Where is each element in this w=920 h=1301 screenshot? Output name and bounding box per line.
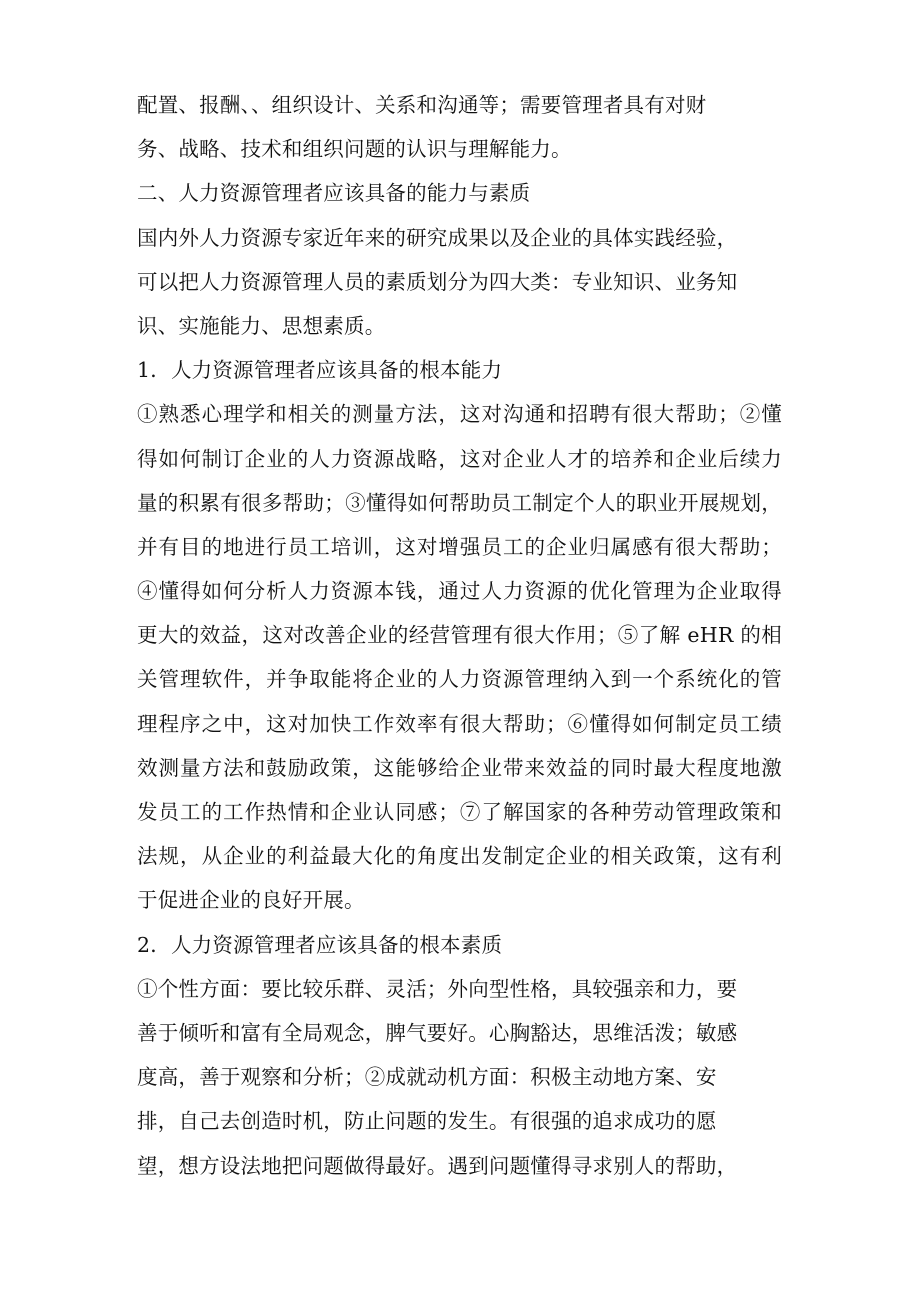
text-line: 发员工的工作热情和企业认同感；⑦了解国家的各种劳动管理政策和 [137,800,782,824]
text-line: 并有目的地进行员工培训，这对增强员工的企业归属感有很大帮助； [137,534,782,559]
text-line: 量的积累有很多帮助；③懂得如何帮助员工制定个人的职业开展规划， [137,490,782,515]
text-line: 望，想方设法地把问题做得最好。遇到问题懂得寻求别人的帮助， [137,1153,738,1178]
text-line: 得如何制订企业的人力资源战略，这对企业人才的培养和企业后续力 [137,446,782,471]
text-line: 务、战略、技术和组织问题的认识与理解能力。 [137,137,572,162]
text-line: 效测量方法和鼓励政策，这能够给企业带来效益的同时最大程度地激 [137,755,782,780]
text-line: ④懂得如何分析人力资源本钱，通过人力资源的优化管理为企业取得 [137,579,782,604]
text-line: 国内外人力资源专家近年来的研究成果以及企业的具体实践经验， [137,225,738,250]
text-line: ①个性方面：要比较乐群、灵活；外向型性格，具较强亲和力，要 [137,976,738,1001]
text-line: 2．人力资源管理者应该具备的根本素质 [137,932,503,957]
text-line: 于促进企业的良好开展。 [137,888,365,913]
text-line: 法规，从企业的利益最大化的角度出发制定企业的相关政策，这有利 [137,844,782,869]
text-line: 关管理软件，并争取能将企业的人力资源管理纳入到一个系统化的管 [137,667,782,692]
text-line: 理程序之中，这对加快工作效率有很大帮助；⑥懂得如何制定员工绩 [137,711,782,736]
text-line: 善于倾听和富有全局观念，脾气要好。心胸豁达，思维活泼；敏感 [137,1020,738,1045]
text-line: 二、人力资源管理者应该具备的能力与素质 [137,181,531,206]
text-line: 识、实施能力、思想素质。 [137,313,386,338]
text-line: ①熟悉心理学和相关的测量方法，这对沟通和招聘有很大帮助；②懂 [137,402,782,427]
body-text [137,83,797,1188]
text-line: 可以把人力资源管理人员的素质划分为四大类：专业知识、业务知 [137,269,738,294]
text-line: 配置、报酬、、组织设计、关系和沟通等；需要管理者具有对财 [137,93,707,117]
text-line: 1．人力资源管理者应该具备的根本能力 [137,358,503,383]
text-line: 更大的效益，这对改善企业的经营管理有很大作用；⑤了解 eHR 的相 [137,623,782,648]
text-line: 排，自己去创造时机，防止问题的发生。有很强的追求成功的愿 [137,1109,717,1134]
text-line: 度高，善于观察和分析；②成就动机方面：积极主动地方案、安 [137,1065,717,1090]
